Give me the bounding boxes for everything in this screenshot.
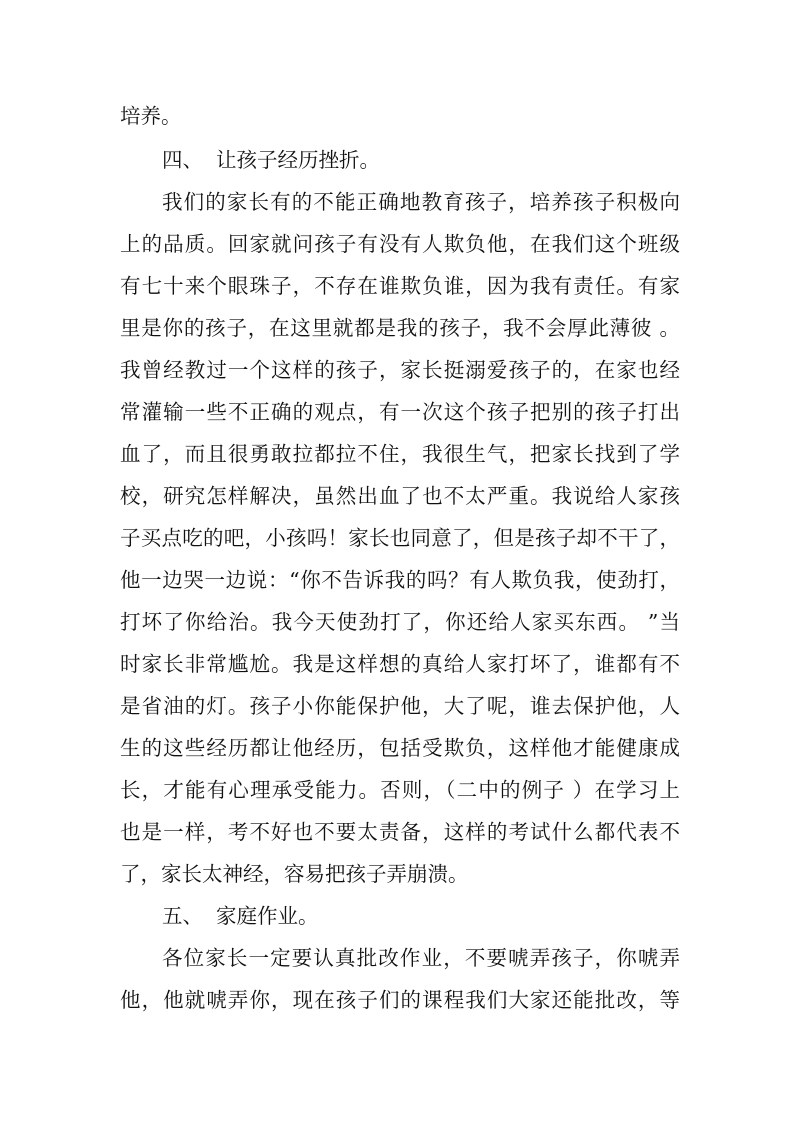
paragraph-line: 也是一样，考不好也不要太责备，这样的考试什么都代表不 [120, 820, 680, 844]
section-5-title: 家庭作业。 [216, 904, 319, 928]
paragraph-line: 子买点吃的吧，小孩吗！家长也同意了，但是孩子却不干了， [120, 526, 680, 550]
section-4-number: 四、 [162, 148, 203, 172]
paragraph-line: 长，才能有心理承受能力。否则，（二中的例子 ）在学习上 [120, 778, 680, 802]
paragraph-line: 是省油的灯。孩子小你能保护他，大了呢，谁去保护他，人 [120, 694, 680, 718]
paragraph-line: 各位家长一定要认真批改作业，不要唬弄孩子，你唬弄 [162, 946, 680, 970]
paragraph-line: 血了，而且很勇敢拉都拉不住，我很生气，把家长找到了学 [120, 442, 680, 466]
section-5-number: 五、 [162, 904, 203, 928]
paragraph-line: 他，他就唬弄你，现在孩子们的课程我们大家还能批改，等 [120, 988, 680, 1012]
paragraph-line: 校，研究怎样解决，虽然出血了也不太严重。我说给人家孩 [120, 484, 680, 508]
paragraph-line: 我曾经教过一个这样的孩子，家长挺溺爱孩子的，在家也经 [120, 358, 680, 382]
paragraph-line: 生的这些经历都让他经历，包括受欺负，这样他才能健康成 [120, 736, 680, 760]
paragraph-line: 了，家长太神经，容易把孩子弄崩溃。 [120, 862, 469, 886]
paragraph-line: 有七十来个眼珠子，不存在谁欺负谁，因为我有责任。有家 [120, 274, 680, 298]
paragraph-line: 时家长非常尴尬。我是这样想的真给人家打坏了，谁都有不 [120, 652, 680, 676]
paragraph-line: 里是你的孩子，在这里就都是我的孩子，我不会厚此薄彼 。 [120, 316, 680, 340]
paragraph-line: 常灌输一些不正确的观点，有一次这个孩子把别的孩子打出 [120, 400, 680, 424]
paragraph-line: 我们的家长有的不能正确地教育孩子，培养孩子积极向 [162, 190, 680, 214]
paragraph-line: 打坏了你给治。我今天使劲打了，你还给人家买东西。 ”当 [120, 610, 680, 634]
section-5-heading [162, 904, 319, 928]
paragraph-line: 上的品质。回家就问孩子有没有人欺负他，在我们这个班级 [120, 232, 680, 256]
section-4-heading [162, 148, 380, 172]
paragraph-line: 培养。 [120, 104, 182, 128]
section-4-title: 让孩子经历挫折。 [216, 148, 380, 172]
paragraph-line: 他一边哭一边说：“你不告诉我的吗？有人欺负我，使劲打， [120, 568, 680, 592]
